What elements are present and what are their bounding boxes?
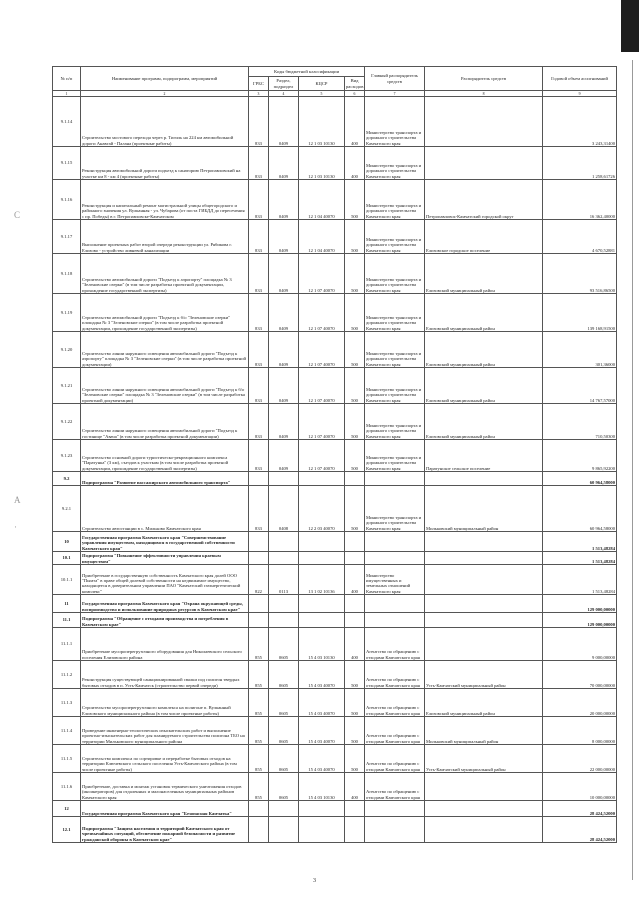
row-main-manager: Агентство по обращению с отходами Камчатского края (365, 661, 425, 689)
row-name: Строительство мусороперегрузочного комплекса на полигоне п. Вулканный Елизовского муниципального района (в том числе проектные работы) (81, 689, 249, 717)
table-row (53, 472, 617, 486)
row-recipient: Петропавловск-Камчатский городской округ (425, 180, 543, 220)
row-razdel: 0605 (269, 745, 299, 773)
row-razdel: 0409 (269, 404, 299, 440)
row-grbs: 855 (249, 773, 269, 801)
budget-table (52, 66, 617, 843)
row-amount: 16 362,40000 (543, 180, 617, 220)
row-amount: 139 168,91500 (543, 294, 617, 332)
header-grbs: ГРБС (249, 77, 269, 91)
row-grbs (249, 472, 269, 486)
row-main-manager (365, 801, 425, 817)
row-grbs (249, 552, 269, 565)
row-kcsr: 15 4 03 40070 (299, 745, 345, 773)
index-cell: 1 (53, 91, 81, 97)
table-row (53, 220, 617, 254)
row-name: Реконструкция и капитальный ремонт магистральной улицы общегородского и районного значения ул. Вулканная - ул. Чубарова (от поста ГИБДД до пересечения с пр. Победы) в г. Петропавловске-Камчатском (81, 180, 249, 220)
row-main-manager: Министерство транспорта и дорожного строительства Камчатского края (365, 486, 425, 532)
row-name: Государственная программа Камчатского края "Охрана окружающей среды, воспроизводство и использование природных ресурсов в Камчатском крае" (81, 595, 249, 613)
row-number: 10.1 (53, 552, 81, 565)
row-recipient: Елизовский муниципальный район (425, 368, 543, 404)
row-amount: 70 000,00000 (543, 661, 617, 689)
row-amount: 20 000,00000 (543, 689, 617, 717)
table-header (53, 67, 617, 97)
row-kcsr: 15 4 03 40070 (299, 661, 345, 689)
row-vr (345, 613, 365, 628)
row-amount: 28 424,52000 (543, 801, 617, 817)
row-recipient: Мильковский муниципальный район (425, 717, 543, 745)
row-name: Строительство автостанции в с. Мильково Камчатского края (81, 486, 249, 532)
row-grbs: 833 (249, 404, 269, 440)
row-vr: 400 (345, 97, 365, 147)
row-vr: 400 (345, 773, 365, 801)
row-kcsr: 15 4 03 10130 (299, 628, 345, 661)
row-vr: 500 (345, 294, 365, 332)
row-number: 9.2 (53, 472, 81, 486)
row-number: 9.1.20 (53, 332, 81, 368)
row-grbs (249, 817, 269, 843)
row-grbs: 833 (249, 486, 269, 532)
row-grbs: 833 (249, 147, 269, 180)
row-main-manager: Министерство транспорта и дорожного строительства Камчатского края (365, 332, 425, 368)
row-recipient (425, 97, 543, 147)
row-main-manager: Министерство имущественных и земельных отношений Камчатского края (365, 565, 425, 595)
row-amount: 60 964,58000 (543, 472, 617, 486)
row-amount: 710,50300 (543, 404, 617, 440)
row-grbs: 855 (249, 745, 269, 773)
row-recipient: Мильковский муниципальный район (425, 486, 543, 532)
row-amount: 4 670,52881 (543, 220, 617, 254)
row-kcsr (299, 595, 345, 613)
table-row (53, 817, 617, 843)
row-kcsr: 12 1 07 40070 (299, 368, 345, 404)
row-grbs: 833 (249, 294, 269, 332)
row-name: Выполнение проектных работ второй очереди реконструкции ул. Рябикова г. Елизово - устройство ливневой канализации (81, 220, 249, 254)
row-recipient (425, 628, 543, 661)
row-number: 11.1.5 (53, 745, 81, 773)
table-row (53, 147, 617, 180)
row-amount: 1 513,48284 (543, 532, 617, 552)
row-recipient (425, 532, 543, 552)
row-vr: 500 (345, 745, 365, 773)
row-recipient: Елизовское городское поселение (425, 220, 543, 254)
row-amount: 14 767,57000 (543, 368, 617, 404)
table-row (53, 595, 617, 613)
row-recipient (425, 801, 543, 817)
table-row (53, 613, 617, 628)
row-kcsr: 13 1 02 10136 (299, 565, 345, 595)
row-vr (345, 595, 365, 613)
row-amount: 9 865,92200 (543, 440, 617, 472)
row-number: 9.1.23 (53, 440, 81, 472)
row-razdel: 0605 (269, 773, 299, 801)
row-number: 11.1.2 (53, 661, 81, 689)
row-main-manager: Министерство транспорта и дорожного строительства Камчатского края (365, 440, 425, 472)
row-grbs: 833 (249, 220, 269, 254)
row-name: Строительство мостового перехода через р. Тигиль на 224 км автомобильной дороги Анавгай - Палана (проектные работы) (81, 97, 249, 147)
row-kcsr: 15 4 03 10130 (299, 773, 345, 801)
row-vr: 500 (345, 254, 365, 294)
row-amount: 129 000,00000 (543, 595, 617, 613)
row-name: Государственная программа Камчатского края "Безопасная Камчатка" (81, 801, 249, 817)
table-row (53, 801, 617, 817)
row-razdel: 0605 (269, 717, 299, 745)
row-grbs: 855 (249, 689, 269, 717)
page-edge-line (632, 60, 633, 880)
row-main-manager: Агентство по обращению с отходами Камчатского края (365, 773, 425, 801)
index-cell: 8 (425, 91, 543, 97)
row-recipient (425, 565, 543, 595)
row-number: 9.1.22 (53, 404, 81, 440)
row-number: 9.2.1 (53, 486, 81, 532)
row-number: 9.1.16 (53, 180, 81, 220)
row-grbs: 833 (249, 254, 269, 294)
row-recipient: Усть-Камчатский муниципальный район (425, 661, 543, 689)
row-number: 9.1.21 (53, 368, 81, 404)
row-main-manager: Министерство транспорта и дорожного строительства Камчатского края (365, 220, 425, 254)
row-kcsr: 15 4 03 40070 (299, 717, 345, 745)
row-main-manager (365, 613, 425, 628)
row-recipient (425, 613, 543, 628)
header-kcsr: КЦСР (299, 77, 345, 91)
row-razdel: 0409 (269, 180, 299, 220)
row-grbs: 855 (249, 717, 269, 745)
row-razdel (269, 552, 299, 565)
row-kcsr: 15 4 03 40070 (299, 689, 345, 717)
row-vr: 500 (345, 689, 365, 717)
row-kcsr: 12 1 07 40070 (299, 440, 345, 472)
row-amount: 93 516,86500 (543, 254, 617, 294)
row-name: Государственная программа Камчатского края "Совершенствование управления имуществом, находящимся в государственной собственности Камчатского края" (81, 532, 249, 552)
row-main-manager: Министерство транспорта и дорожного строительства Камчатского края (365, 97, 425, 147)
row-razdel: 0605 (269, 689, 299, 717)
table-row (53, 180, 617, 220)
row-amount: 1 513,48284 (543, 552, 617, 565)
row-main-manager: Министерство транспорта и дорожного строительства Камчатского края (365, 368, 425, 404)
header-vr: Вид расходов (346, 78, 364, 89)
index-cell: 2 (81, 91, 249, 97)
row-recipient: Паратунское сельское поселение (425, 440, 543, 472)
index-cell: 7 (365, 91, 425, 97)
table-row (53, 532, 617, 552)
row-vr: 400 (345, 147, 365, 180)
row-grbs: 833 (249, 97, 269, 147)
row-kcsr (299, 613, 345, 628)
row-grbs (249, 532, 269, 552)
row-recipient: Елизовский муниципальный район (425, 404, 543, 440)
table-row (53, 552, 617, 565)
row-kcsr (299, 817, 345, 843)
row-number: 12.1 (53, 817, 81, 843)
row-razdel: 0409 (269, 97, 299, 147)
row-vr (345, 552, 365, 565)
header-num: № п/п (53, 67, 81, 91)
row-grbs: 833 (249, 440, 269, 472)
row-name: Строительство линии наружного освещения автомобильной дороги "Подъезд к б/о "Зеленовские озерки" площадка № 3 "Зеленовские озерки" (в том числе разработка проектной документации) (81, 368, 249, 404)
row-amount: 9 000,00000 (543, 628, 617, 661)
row-kcsr: 12 1 04 40070 (299, 220, 345, 254)
row-number: 11.1.1 (53, 628, 81, 661)
row-razdel (269, 801, 299, 817)
row-number: 9.1.15 (53, 147, 81, 180)
row-razdel: 0409 (269, 368, 299, 404)
table-row (53, 332, 617, 368)
row-number: 12 (53, 801, 81, 817)
row-amount: 28 424,52000 (543, 817, 617, 843)
row-main-manager (365, 595, 425, 613)
row-razdel: 0113 (269, 565, 299, 595)
row-number: 9.1.17 (53, 220, 81, 254)
table-row (53, 486, 617, 532)
row-name: Приобретение в государственную собственность Камчатского края долей ООО "Пымта" в праве общей долевой собственности на недвижимое имущество, находящееся в доверительном управлении ПАО "Камчатский газэнергетический комплекс" (81, 565, 249, 595)
row-name: Строительство автомобильной дороги "Подъезд к аэропорту" площадка № 3 "Зеленовские озерки" (в том числе разработка проектной документации, прохождение государственной экспертизы) (81, 254, 249, 294)
row-name: Строительство комплекса по сортировке и переработке бытовых отходов на территории Ключевского сельского поселения Усть-Камчатского района (в том числе проектные работы) (81, 745, 249, 773)
row-number: 9.1.14 (53, 97, 81, 147)
row-razdel: 0409 (269, 440, 299, 472)
row-razdel (269, 595, 299, 613)
row-name: Приобретение мусороперегрузочного оборудования для Николаевского сельского поселения Елизовского района (81, 628, 249, 661)
row-recipient (425, 472, 543, 486)
row-recipient (425, 147, 543, 180)
table-row (53, 440, 617, 472)
row-name: Подпрограмма "Развитие пассажирского автомобильного транспорта" (81, 472, 249, 486)
header-recipient: Распорядитель средств (425, 67, 543, 91)
row-grbs (249, 595, 269, 613)
row-amount: 129 000,00000 (543, 613, 617, 628)
header-total: Годовой объем ассигнований (543, 67, 617, 91)
table-row (53, 404, 617, 440)
row-name: Приобретение, доставка и монтаж установок термического уничтожения отходов (инсинераторов) для отдаленных и малонаселенных муниципальных районов Камчатского края (81, 773, 249, 801)
table-row (53, 97, 617, 147)
table-row (53, 628, 617, 661)
index-cell: 5 (299, 91, 345, 97)
table-row (53, 661, 617, 689)
index-cell: 3 (249, 91, 269, 97)
row-amount: 3 243,31400 (543, 97, 617, 147)
row-razdel (269, 472, 299, 486)
row-grbs: 855 (249, 628, 269, 661)
row-number: 9.1.19 (53, 294, 81, 332)
row-recipient: Елизовский муниципальный район (425, 294, 543, 332)
row-number: 11.1.4 (53, 717, 81, 745)
header-name: Наименование программ, подпрограмм, мероприятий (81, 67, 249, 91)
table-row (53, 773, 617, 801)
row-main-manager: Агентство по обращению с отходами Камчатского края (365, 689, 425, 717)
index-cell: 6 (345, 91, 365, 97)
row-recipient (425, 552, 543, 565)
row-grbs: 833 (249, 368, 269, 404)
row-razdel: 0409 (269, 147, 299, 180)
scan-dark-corner (621, 0, 639, 52)
row-recipient: Елизовский муниципальный район (425, 689, 543, 717)
table-row (53, 717, 617, 745)
row-name: Подпрограмма "Повышение эффективности управления краевым имуществом" (81, 552, 249, 565)
row-vr: 500 (345, 368, 365, 404)
row-recipient: Елизовский муниципальный район (425, 254, 543, 294)
row-main-manager: Министерство транспорта и дорожного строительства Камчатского края (365, 404, 425, 440)
row-name: Проведение инженерно-геологических изыскательских работ и выполнение проектно-изыскательских работ для планируемого строительства полигона ТБО на территории Мильковского муниципального района (81, 717, 249, 745)
index-cell: 4 (269, 91, 299, 97)
row-main-manager: Министерство транспорта и дорожного строительства Камчатского края (365, 254, 425, 294)
row-razdel (269, 532, 299, 552)
header-budget-codes: Коды бюджетной классификации (249, 67, 365, 77)
binder-mark: А (14, 495, 21, 505)
row-recipient: Елизовский муниципальный район (425, 332, 543, 368)
table-body (53, 97, 617, 843)
row-kcsr: 12 1 07 40070 (299, 404, 345, 440)
row-amount: 10 000,00000 (543, 773, 617, 801)
row-kcsr: 12 1 07 40070 (299, 294, 345, 332)
row-main-manager: Министерство транспорта и дорожного строительства Камчатского края (365, 180, 425, 220)
row-main-manager: Агентство по обращению с отходами Камчатского края (365, 745, 425, 773)
row-vr: 500 (345, 717, 365, 745)
row-amount: 301,36000 (543, 332, 617, 368)
row-kcsr: 12 2 03 40070 (299, 486, 345, 532)
row-name: Строительство автомобильной дороги "Подъезд к б/о "Зеленовские озерки" площадка № 3 "Зеленовские озерки" (в том числе разработка проектной документации, прохождение государственной экспертизы) (81, 294, 249, 332)
row-kcsr: 12 1 07 40070 (299, 254, 345, 294)
row-razdel (269, 613, 299, 628)
row-name: Строительство линии наружного освещения автомобильной дороги "Подъезд к гостинице "Авача" (в том числе разработка проектной документации) (81, 404, 249, 440)
row-recipient (425, 817, 543, 843)
row-main-manager: Агентство по обращению с отходами Камчатского края (365, 628, 425, 661)
row-vr: 500 (345, 661, 365, 689)
row-vr: 500 (345, 404, 365, 440)
row-kcsr: 12 1 03 10130 (299, 147, 345, 180)
row-name: Подпрограмма "Обращение с отходами производства и потребления в Камчатском крае" (81, 613, 249, 628)
row-razdel (269, 817, 299, 843)
table-row (53, 565, 617, 595)
row-kcsr (299, 472, 345, 486)
row-number: 11 (53, 595, 81, 613)
row-grbs: 822 (249, 565, 269, 595)
row-kcsr (299, 552, 345, 565)
row-main-manager: Министерство транспорта и дорожного строительства Камчатского края (365, 147, 425, 180)
table-row (53, 368, 617, 404)
row-razdel: 0408 (269, 486, 299, 532)
row-number: 10.1.1 (53, 565, 81, 595)
binder-mark: С (14, 210, 21, 220)
row-main-manager (365, 472, 425, 486)
row-vr (345, 817, 365, 843)
row-grbs: 855 (249, 661, 269, 689)
row-grbs: 833 (249, 180, 269, 220)
row-vr (345, 472, 365, 486)
index-cell: 9 (543, 91, 617, 97)
header-main-manager: Главный распорядитель средств (365, 67, 425, 91)
row-vr: 400 (345, 565, 365, 595)
row-grbs (249, 801, 269, 817)
row-number: 11.1 (53, 613, 81, 628)
row-name: Строительство основной дороги туристическо-рекреационного комплекса "Паратунка" (3 км), съездов к участкам (в том числе разработка проектной документации, прохождение государственной экспертизы) (81, 440, 249, 472)
row-main-manager: Министерство транспорта и дорожного строительства Камчатского края (365, 294, 425, 332)
row-amount: 22 000,00000 (543, 745, 617, 773)
table-row (53, 294, 617, 332)
row-recipient: Усть-Камчатский муниципальный район (425, 745, 543, 773)
row-recipient (425, 773, 543, 801)
row-vr: 500 (345, 440, 365, 472)
row-razdel: 0605 (269, 661, 299, 689)
row-vr: 400 (345, 628, 365, 661)
row-main-manager (365, 552, 425, 565)
table-row (53, 745, 617, 773)
row-amount: 60 964,58000 (543, 486, 617, 532)
header-razdel: Раздел, подраздел (269, 77, 299, 91)
row-kcsr: 12 1 03 10130 (299, 97, 345, 147)
row-number: 9.1.18 (53, 254, 81, 294)
row-number: 10 (53, 532, 81, 552)
row-main-manager: Агентство по обращению с отходами Камчатского края (365, 717, 425, 745)
row-vr (345, 801, 365, 817)
row-razdel: 0409 (269, 332, 299, 368)
row-kcsr: 12 1 07 40070 (299, 332, 345, 368)
row-kcsr (299, 801, 345, 817)
table-row (53, 689, 617, 717)
row-number: 11.1.6 (53, 773, 81, 801)
row-razdel: 0409 (269, 220, 299, 254)
row-amount: 1 513,48284 (543, 565, 617, 595)
row-kcsr: 12 1 04 40070 (299, 180, 345, 220)
row-name: Реконструкция существующей санкционированной свалки под полигон твердых бытовых отходов в п. Усть-Камчатск (строительство первой очереди) (81, 661, 249, 689)
binder-mark: · (14, 522, 17, 532)
row-recipient (425, 595, 543, 613)
row-razdel: 0605 (269, 628, 299, 661)
row-number: 11.1.3 (53, 689, 81, 717)
row-vr: 500 (345, 486, 365, 532)
row-name: Строительство линии наружного освещения автомобильной дороги "Подъезд к аэропорту" площадка № 3 "Зеленовские озерки" (в том числе разработка проектной документации) (81, 332, 249, 368)
row-main-manager (365, 817, 425, 843)
row-amount: 1 258,61726 (543, 147, 617, 180)
row-razdel: 0409 (269, 254, 299, 294)
row-vr: 500 (345, 220, 365, 254)
row-vr (345, 532, 365, 552)
row-main-manager (365, 532, 425, 552)
row-name: Подпрограмма "Защита населения и территорий Камчатского края от чрезвычайных ситуаций, обеспечение пожарной безопасности и развитие гражданской обороны в Камчатском крае" (81, 817, 249, 843)
row-grbs (249, 613, 269, 628)
row-razdel: 0409 (269, 294, 299, 332)
row-kcsr (299, 532, 345, 552)
row-vr: 500 (345, 332, 365, 368)
row-vr: 500 (345, 180, 365, 220)
page-number: 3 (313, 878, 316, 884)
row-amount: 8 000,00000 (543, 717, 617, 745)
table-row (53, 254, 617, 294)
row-name: Реконструкция автомобильной дороги подъезд к санаторию Петропавловский на участке км 8 - км 4 (проектные работы) (81, 147, 249, 180)
row-grbs: 833 (249, 332, 269, 368)
